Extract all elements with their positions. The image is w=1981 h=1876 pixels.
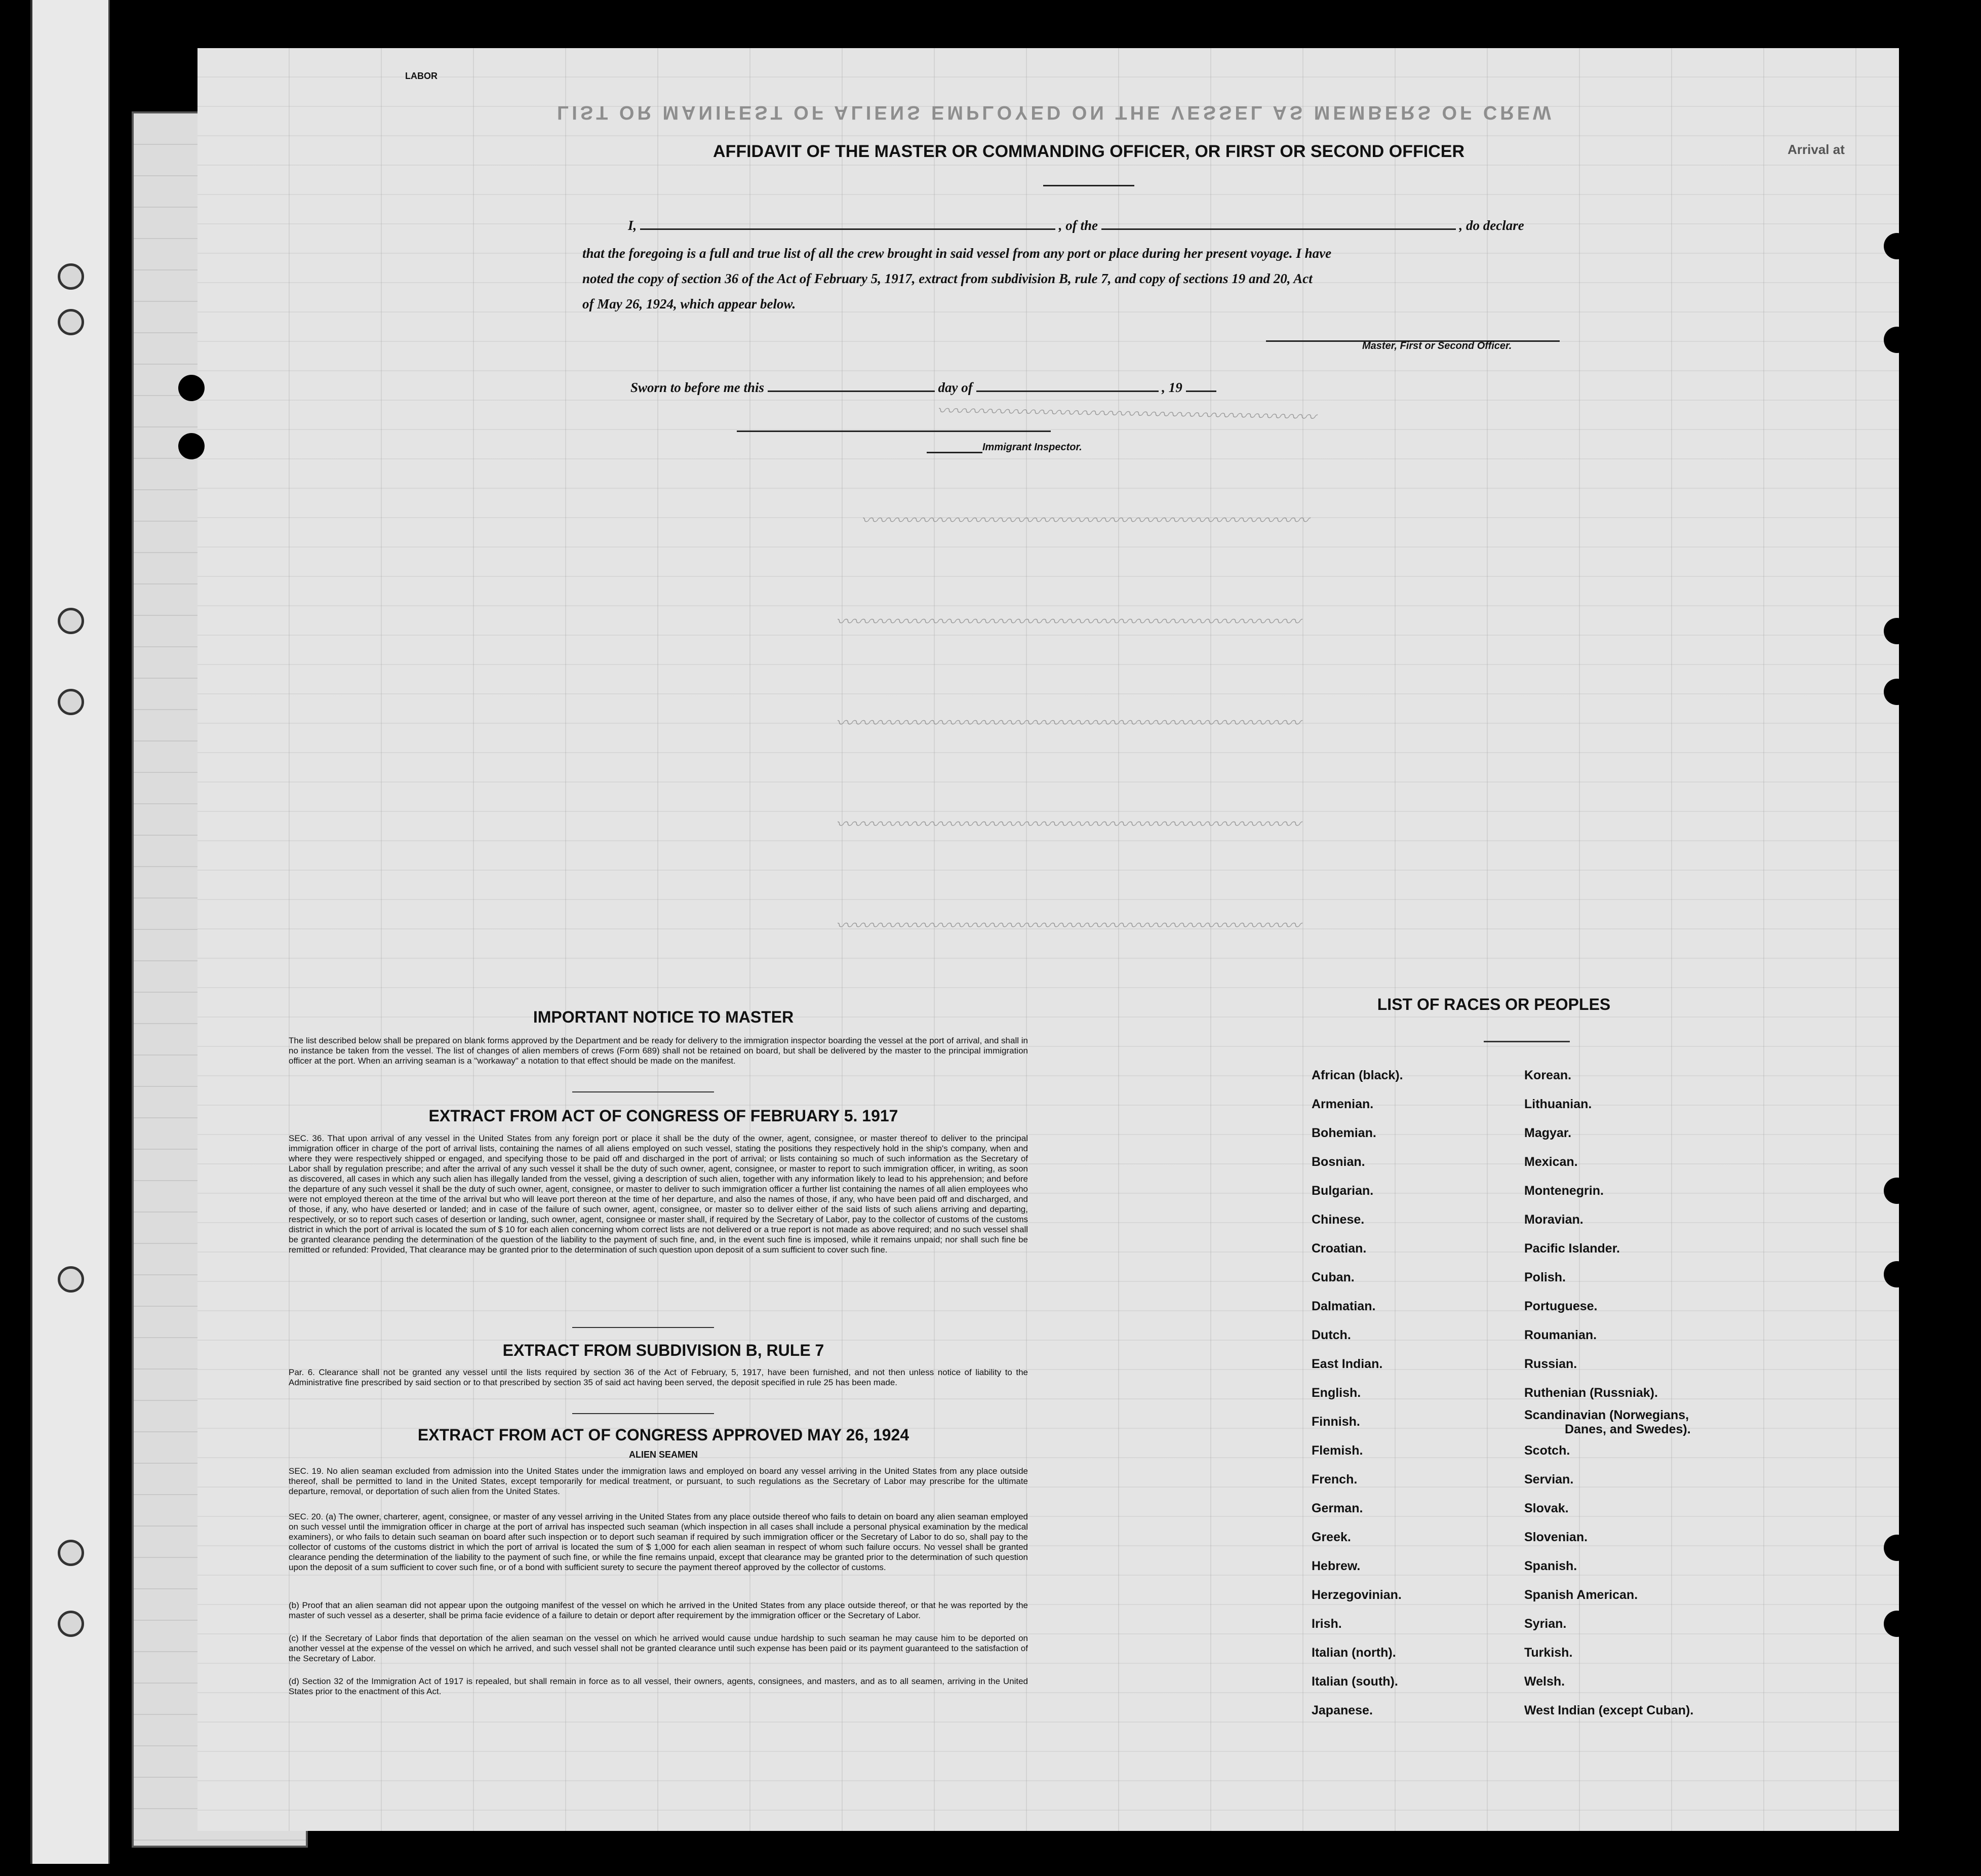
race-item: French. [1312, 1472, 1358, 1487]
handwriting-bleedthrough: 〰〰〰〰〰〰〰〰〰〰〰〰〰〰〰〰〰〰〰〰〰〰 [936, 401, 1316, 428]
races-right-column [1524, 1061, 1693, 1725]
inspector-signature-line[interactable] [927, 452, 982, 453]
race-item: West Indian (except Cuban). [1524, 1703, 1694, 1717]
race-item: Spanish American. [1524, 1588, 1638, 1602]
binder-hole [58, 689, 84, 715]
race-item: Greek. [1312, 1530, 1351, 1544]
race-item: Finnish. [1312, 1415, 1360, 1429]
race-item: Cuban. [1312, 1270, 1355, 1284]
race-item: Bulgarian. [1312, 1184, 1374, 1198]
binder-strip [30, 0, 110, 1864]
sworn-month-field[interactable] [976, 390, 1159, 392]
race-item: Turkish. [1524, 1646, 1573, 1660]
handwriting-bleedthrough: 〰〰〰〰〰〰〰〰〰〰〰〰〰〰〰〰〰〰〰〰〰〰〰〰〰〰〰 [836, 814, 1300, 835]
race-item: Hebrew. [1312, 1559, 1361, 1573]
race-item: English. [1312, 1386, 1361, 1400]
vessel-field[interactable] [1101, 228, 1456, 230]
race-item: Portuguese. [1524, 1299, 1598, 1313]
day-of-label: day of [938, 380, 973, 395]
subdivision-title: EXTRACT FROM SUBDIVISION B, RULE 7 [502, 1341, 824, 1359]
race-item: Montenegrin. [1524, 1184, 1604, 1198]
punch-hole [1884, 1535, 1910, 1561]
extract-1917-body: SEC. 36. That upon arrival of any vessel in the United States from any foreign port or place it shall be the duty of the owner, agent, consignee, or master thereof to deliver to the principal immigration officer in charge of the port of arrival lists, containing the names of all aliens employed on such vessel, stating the positions they respectively hold in the ship's company, when and where they were respectively shipped or engaged, and specifying those to be paid off and discharged in the port of arrival; or lists containing so much of such information as the Secretary of Labor shall by regulation prescribe; and after the arrival of any such vessel it shall be the duty of such owner, agent, consignee, or master to report to such immigration officer, in writing, as soon as discovered, all cases in which any such alien has illegally landed from the vessel, giving a description of such alien, together with any information likely to lead to his apprehension; and before the departure of any such vessel it shall be the duty of such owner, agent, consignee, or master to deliver to such immigration officer a further list containing the names of all alien employees who were not employed thereon at the time of the arrival but who will leave port thereon at the time of her departure, and also the names of those, if any, who have been paid off and discharged, and of those, if any, who have deserted or landed; and in case of the failure of such owner, agent, consignee, or master so to deliver either of the said lists of such aliens arriving and departing, respectively, or so to report such cases of desertion or landing, such owner, agent, consignee or master shall, if required by the Secretary of Labor, pay to the collector of customs of the customs district in which the port of arrival is located the sum of $ 10 for each alien concerning whom correct lists are not delivered or a true report is not made as above required; and no such vessel shall be granted clearance pending the determination of the question of the liability to the payment of such fine, and, in the event such fine is imposed, while it remains unpaid; nor shall such fine be remitted or refunded: Provided, That clearance may be granted prior to the determination of such question upon deposit of a sum sufficient to cover such fine. [289, 1134, 1028, 1255]
race-item: Welsh. [1524, 1674, 1565, 1689]
race-item: Polish. [1524, 1270, 1566, 1284]
extract-1924-title: EXTRACT FROM ACT OF CONGRESS APPROVED MAY 26, 1924 [417, 1426, 909, 1444]
race-item: Japanese. [1312, 1703, 1373, 1717]
master-signature-label: Master, First or Second Officer. [1362, 340, 1512, 351]
race-item: Bosnian. [1312, 1155, 1365, 1169]
race-item: Croatian. [1312, 1241, 1367, 1256]
section-20a: SEC. 20. (a) The owner, charterer, agent, consignee, or master of any vessel arriving in the United States from any place outside thereof who fails to detain on board any alien seaman employed on such vessel until the immigration officer in charge at the port of arrival has inspected such seaman (which inspection in all cases shall include a personal physical examination by the medical examiners), or who fails to detain such seaman on board after such inspection or to deport such seaman if required by such immigration officer or the Secretary of Labor to do so, shall pay to the collector of customs of the customs district in which the port of arrival is located the sum of $ 1,000 for each alien seaman in respect of whom such failure occurs. No vessel shall be granted clearance pending the determination of the liability to the payment of such fine, or while the fine remains unpaid, except that clearance may be granted prior to the determination of such question upon the deposit of a sum sufficient to cover such fine, or of a bond with sufficient surety to secure the payment thereof approved by the collector of customs. [289, 1512, 1028, 1572]
punch-hole [1884, 1261, 1910, 1287]
race-item: Danes, and Swedes). [1565, 1422, 1691, 1436]
race-item: Magyar. [1524, 1126, 1572, 1140]
name-field[interactable] [640, 228, 1055, 230]
race-item: Scotch. [1524, 1443, 1570, 1458]
race-item: Chinese. [1312, 1213, 1365, 1227]
sworn-year-field[interactable] [1186, 390, 1216, 392]
top-stamp: LABOR [405, 71, 438, 81]
race-item: Spanish. [1524, 1559, 1577, 1573]
race-item: Servian. [1524, 1472, 1574, 1487]
affidavit-line1 [628, 218, 1570, 233]
sworn-line [630, 380, 1216, 396]
race-item: Syrian. [1524, 1617, 1567, 1631]
section-19: SEC. 19. No alien seaman excluded from admission into the United States under the immigration laws and employed on board any vessel arriving in the United States from any place outside thereof, shall be permitted to land in the United States, except temporarily for medical treatment, or pursuant, to such regulations as the Secretary of Labor may prescribe for the ultimate departure, removal, or deportation of such alien from the United States. [289, 1466, 1028, 1496]
binder-hole [58, 1611, 84, 1637]
affidavit-title: AFFIDAVIT OF THE MASTER OR COMMANDING OFFICER, OR FIRST OR SECOND OFFICER [713, 142, 1464, 161]
race-item: Slovak. [1524, 1501, 1569, 1515]
section-rule [572, 1413, 714, 1414]
races-title: LIST OF RACES OR PEOPLES [1377, 995, 1611, 1013]
inspector-signature-label: Immigrant Inspector. [982, 442, 1082, 453]
notice-body: The list described below shall be prepared on blank forms approved by the Department and be ready for delivery to the immigration inspector boarding the vessel at the port of arrival, and shall in no instance be taken from the vessel. The list of changes of alien members of crews (Form 689) shall not be retained on board, but shall be delivered by the master to the principal immigration officer at the port. When an arriving seaman is a "workaway" a notation to that effect should be made on the manifest. [289, 1036, 1028, 1066]
race-item: Korean. [1524, 1068, 1572, 1082]
affidavit-line3: noted the copy of section 36 of the Act of February 5, 1917, extract from subdivision B, rule 7, and copy of sections 19 and 20, Act [582, 271, 1313, 286]
of-the-label: , of the [1058, 218, 1098, 233]
race-item: Slovenian. [1524, 1530, 1588, 1544]
punch-hole [178, 375, 205, 401]
binder-hole [58, 1540, 84, 1566]
mirrored-bleedthrough-title: LIST OR MANIFEST OF ALIENS EMPLOYED ON THE VESSEL AS MEMBERS OF CREW [557, 102, 1554, 123]
subdivision-body: Par. 6. Clearance shall not be granted any vessel until the lists required by section 36 of the Act of February, 5, 1917, have been furnished, and not then unless notice of liability to the Administrative fine prescribed by said section or to that prescribed by section 35 of said act having been served, the deposit specified in rule 25 has been made. [289, 1367, 1028, 1387]
punch-hole [1884, 679, 1910, 705]
race-item: Russian. [1524, 1357, 1577, 1371]
extract-1917-title: EXTRACT FROM ACT OF CONGRESS OF FEBRUARY 5. 1917 [428, 1107, 898, 1125]
race-item: Irish. [1312, 1617, 1342, 1631]
race-item: Pacific Islander. [1524, 1241, 1620, 1256]
mirrored-arrival: Arrival at [1788, 142, 1845, 157]
race-item: German. [1312, 1501, 1363, 1515]
binder-hole [58, 263, 84, 290]
title-rule [1043, 185, 1134, 186]
section-20b: (b) Proof that an alien seaman did not appear upon the outgoing manifest of the vessel on which he arrived in the United States from any place outside thereof, or that he was reported by the master of such vessel as a deserter, shall be prima facie evidence of a failure to detain or deport after requirement by the immigration officer or the Secretary of Labor. [289, 1600, 1028, 1620]
punch-hole [1884, 618, 1910, 644]
race-item: Moravian. [1524, 1213, 1583, 1227]
handwriting-bleedthrough: 〰〰〰〰〰〰〰〰〰〰〰〰〰〰〰〰〰〰〰〰〰〰〰〰〰〰 [861, 511, 1309, 531]
race-item: Flemish. [1312, 1443, 1363, 1458]
race-item: Bohemian. [1312, 1126, 1376, 1140]
section-rule [572, 1327, 714, 1328]
section-rule [572, 1091, 714, 1092]
race-item: Italian (south). [1312, 1674, 1398, 1689]
affidavit-line2: that the foregoing is a full and true list of all the crew brought in said vessel from any port or place during her present voyage. I have [582, 246, 1332, 261]
races-left-column [1312, 1061, 1403, 1725]
punch-hole [1884, 233, 1910, 259]
i-label: I, [628, 218, 637, 233]
race-item: Herzegovinian. [1312, 1588, 1402, 1602]
extract-1924-subtitle: ALIEN SEAMEN [628, 1450, 698, 1460]
binder-hole [58, 1266, 84, 1293]
punch-hole [178, 433, 205, 459]
races-rule [1484, 1041, 1570, 1042]
affidavit-line4: of May 26, 1924, which appear below. [582, 296, 796, 311]
declare-label: , do declare [1459, 218, 1524, 233]
section-20c: (c) If the Secretary of Labor finds that deportation of the alien seaman on the vessel on which he arrived would cause undue hardship to such seaman he may cause him to be deported on another vessel at the expense of the vessel on which he arrived, and such vessel shall not be granted clearance until such expense has been paid or its payment guaranteed to the satisfaction of the Secretary of Labor. [289, 1633, 1028, 1663]
section-20d: (d) Section 32 of the Immigration Act of 1917 is repealed, but shall remain in force as to all vessel, their owners, agents, consignees, and masters, and as to all seamen, arriving in the United States prior to the enactment of this Act. [289, 1676, 1028, 1696]
binder-hole [58, 608, 84, 634]
race-item: African (black). [1312, 1068, 1403, 1082]
race-item: Lithuanian. [1524, 1097, 1592, 1111]
binder-hole [58, 309, 84, 335]
race-item: Dalmatian. [1312, 1299, 1376, 1313]
race-item: Scandinavian (Norwegians, [1524, 1408, 1689, 1422]
notice-title: IMPORTANT NOTICE TO MASTER [533, 1008, 794, 1026]
race-item: Roumanian. [1524, 1328, 1597, 1342]
race-item: Ruthenian (Russniak). [1524, 1386, 1658, 1400]
race-item: Italian (north). [1312, 1646, 1396, 1660]
sworn-label: Sworn to before me this [630, 380, 765, 395]
race-item: Mexican. [1524, 1155, 1578, 1169]
race-item: East Indian. [1312, 1357, 1383, 1371]
inspector-upper-line [737, 431, 1051, 432]
punch-hole [1884, 1611, 1910, 1637]
punch-hole [1884, 327, 1910, 353]
handwriting-bleedthrough: 〰〰〰〰〰〰〰〰〰〰〰〰〰〰〰〰〰〰〰〰〰〰〰〰〰〰〰 [836, 916, 1300, 936]
handwriting-bleedthrough: 〰〰〰〰〰〰〰〰〰〰〰〰〰〰〰〰〰〰〰〰〰〰〰〰〰〰〰 [836, 612, 1300, 632]
race-item: Armenian. [1312, 1097, 1374, 1111]
race-item: Dutch. [1312, 1328, 1351, 1342]
punch-hole [1884, 1178, 1910, 1204]
handwriting-bleedthrough: 〰〰〰〰〰〰〰〰〰〰〰〰〰〰〰〰〰〰〰〰〰〰〰〰〰〰〰 [836, 713, 1300, 733]
year-label: , 19 [1162, 380, 1182, 395]
sworn-day-field[interactable] [768, 390, 935, 392]
